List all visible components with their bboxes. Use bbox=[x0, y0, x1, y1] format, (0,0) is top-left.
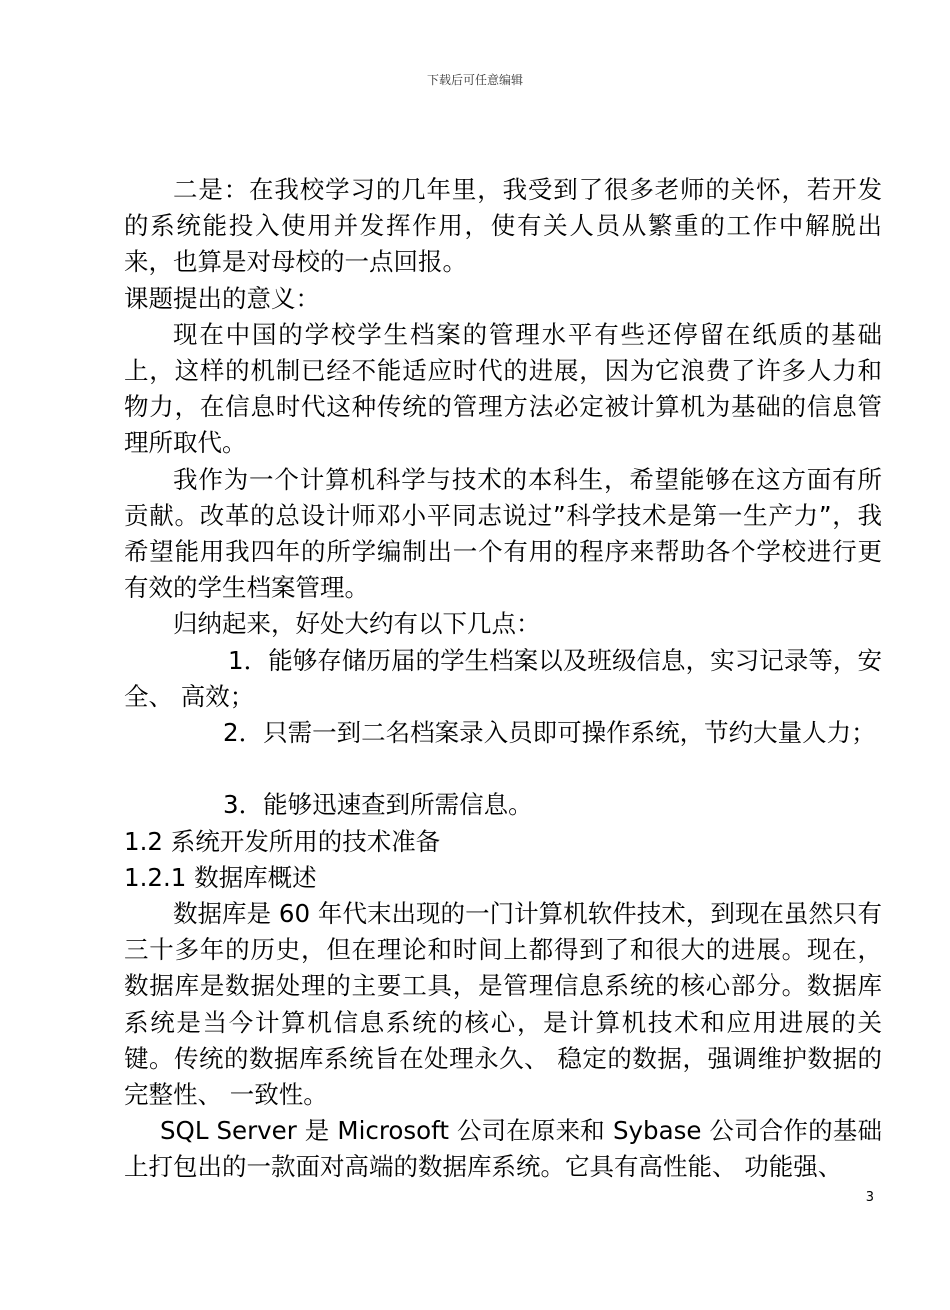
benefit-item-3: 3．能够迅速查到所需信息。 bbox=[223, 790, 533, 820]
paragraph-database-overview: 数据库是 60 年代末出现的一门计算机软件技术，到现在虽然只有三十多年的历史，但在理论和时间上都得到了和很大的进展。现在，数据库是数据处理的主要工具，是管理信息系统的核心部分。数据库系统是当今计算机信息系统的核心，是计算机技术和应用进展的关键。传统的数据库系统旨在处理永久、 稳定的数据，强调维护数据的完整性、 一致性。 bbox=[124, 899, 882, 1110]
paragraph-reason-two: 二是：在我校学习的几年里，我受到了很多老师的关怀，若开发的系统能投入使用并发挥作用，使有关人员从繁重的工作中解脱出来，也算是对母校的一点回报。 bbox=[124, 175, 882, 277]
benefit-item-1: 1．能够存储历届的学生档案以及班级信息，实习记录等，安全、 高效； bbox=[124, 645, 882, 711]
paragraph-contribution: 我作为一个计算机科学与技术的本科生，希望能够在这方面有所贡献。改革的总设计师邓小平同志说过”科学技术是第一生产力”，我希望能用我四年的所学编制出一个有用的程序来帮助各个学校进行更有效的学生档案管理。 bbox=[124, 464, 882, 603]
section-heading-1-2-1: 1.2.1 数据库概述 bbox=[124, 862, 317, 892]
blank-line bbox=[124, 751, 882, 787]
significance-label: 课题提出的意义： bbox=[124, 283, 320, 313]
document-body bbox=[124, 172, 882, 1186]
summary-intro: 归纳起来，好处大约有以下几点： bbox=[173, 609, 541, 639]
watermark-header: 下载后可任意编辑 bbox=[426, 73, 523, 87]
section-heading-1-2: 1.2 系统开发所用的技术准备 bbox=[124, 826, 441, 856]
benefit-item-2: 2．只需一到二名档案录入员即可操作系统，节约大量人力； bbox=[223, 718, 876, 748]
paragraph-sql-server: SQL Server 是 Microsoft 公司在原来和 Sybase 公司合作的基础上打包出的一款面对高端的数据库系统。它具有高性能、 功能强、 bbox=[124, 1116, 882, 1182]
page-number: 3 bbox=[865, 1190, 874, 1205]
paragraph-current-situation: 现在中国的学校学生档案的管理水平有些还停留在纸质的基础上，这样的机制已经不能适应时代的进展，因为它浪费了许多人力和物力，在信息时代这种传统的管理方法必定被计算机为基础的信息管理所取代。 bbox=[124, 319, 882, 458]
